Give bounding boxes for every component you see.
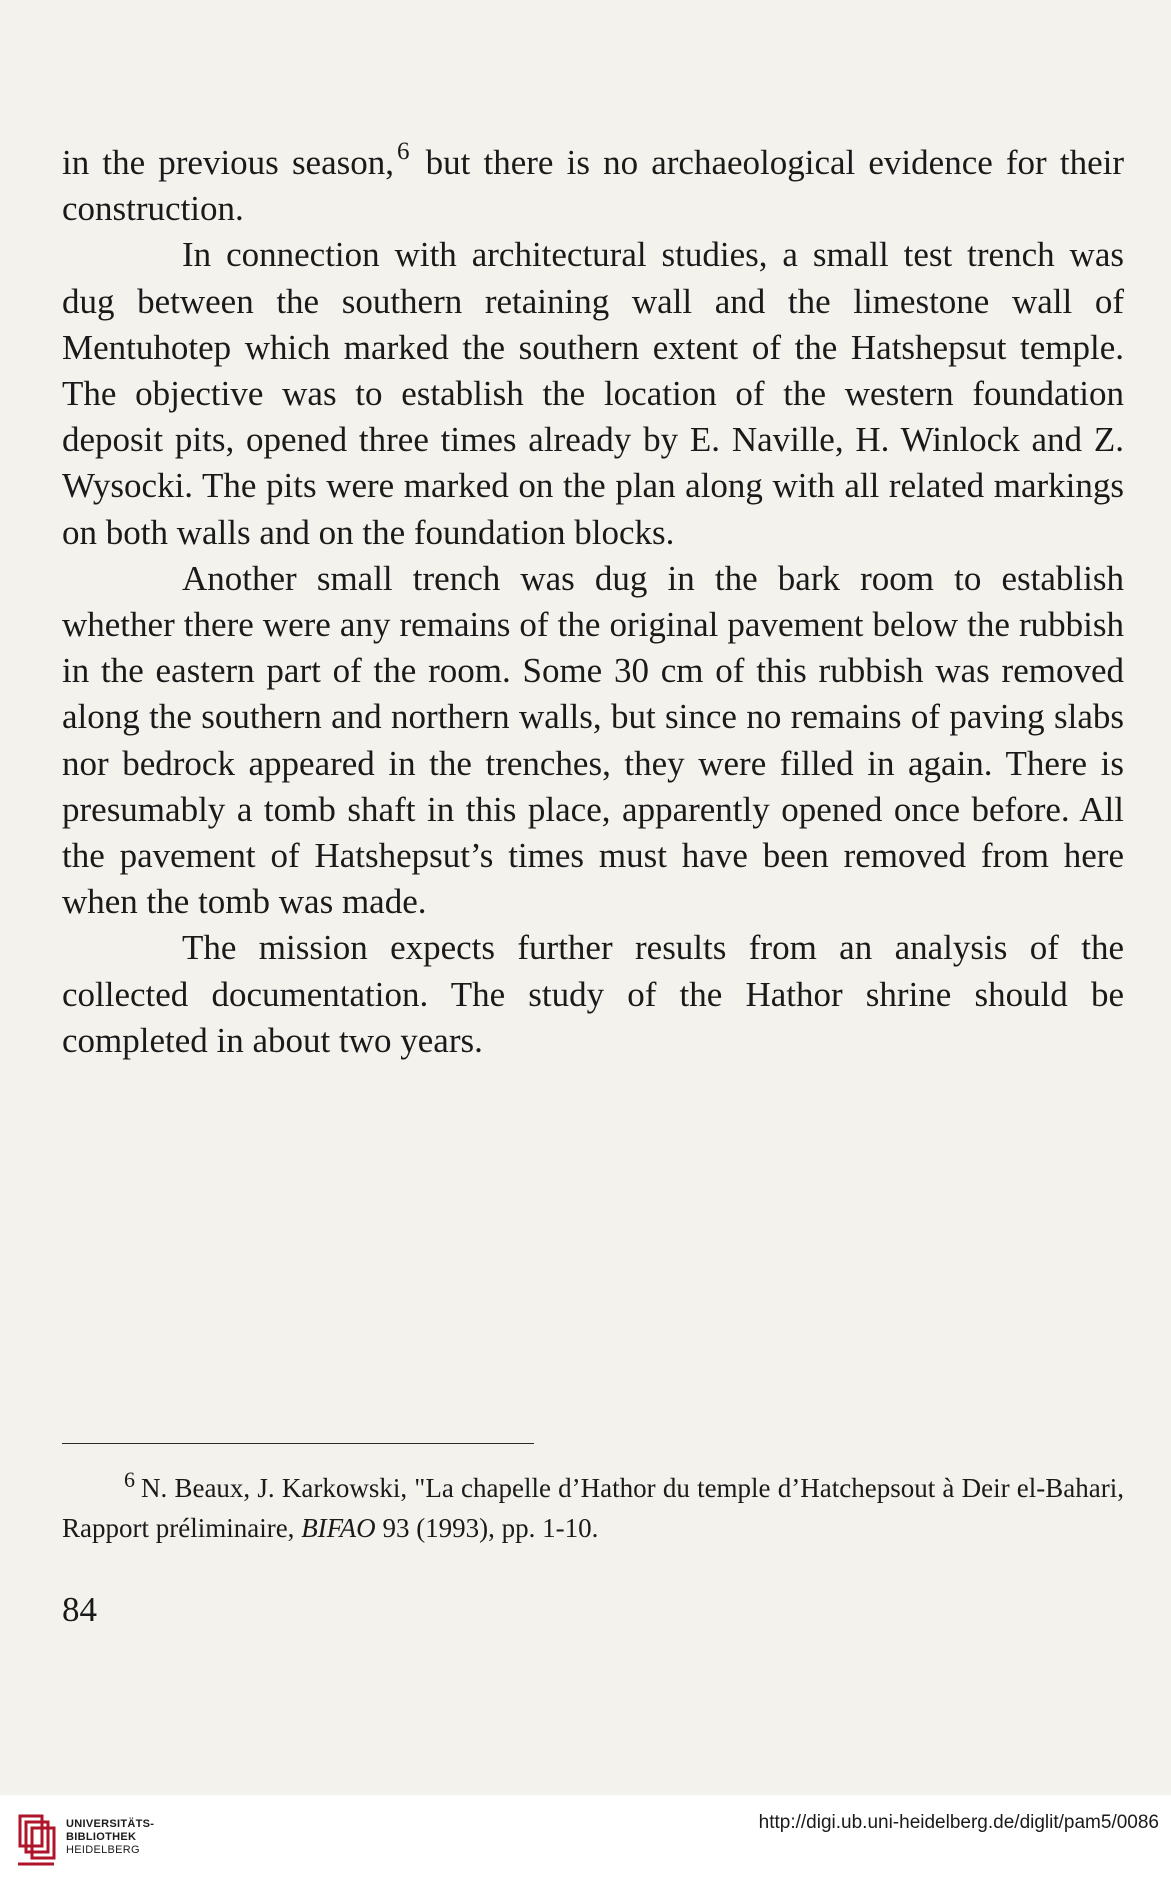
paragraph-2: In connection with architectural studies, a small test trench was dug between the southern retaining wall and the limestone wall of Mentuhotep which marked the southern extent of the Hatshepsut temple. The objective was to establish the location of the western foundation deposit pits, opened three times already by E. Naville, H. Winlock and Z. Wysocki. The pits were marked on the plan along with all related markings on both walls and on the foundation blocks. <box>62 235 1124 552</box>
footnote-text-b: 93 (1993), pp. 1-10. <box>375 1513 599 1543</box>
body-text <box>62 140 1124 1064</box>
footnote-mark: 6 <box>124 1467 135 1492</box>
viewer-footer <box>0 1795 1171 1885</box>
paragraph-1 <box>62 140 1124 232</box>
library-logo-icon <box>14 1812 58 1868</box>
library-name-line3: HEIDELBERG <box>66 1844 140 1856</box>
page-number: 84 <box>62 1590 97 1629</box>
library-name <box>66 1818 154 1857</box>
footnote-journal: BIFAO <box>301 1513 376 1543</box>
footnote <box>62 1468 1124 1548</box>
paragraph-1-text-a: in the previous season, <box>62 143 394 182</box>
footnote-divider <box>62 1443 534 1444</box>
library-name-line2: BIBLIOTHEK <box>66 1831 137 1843</box>
paragraph-3: Another small trench was dug in the bark room to establish whether there were any remains of the original pavement below the rubbish in the eastern part of the room. Some 30 cm of this rubbish was removed along the southern and northern walls, but since no remains of paving slabs nor bedrock appeared in the trenches, they were filled in again. There is presumably a tomb shaft in this place, apparently opened once before. All the pavement of Hatshepsut’s times must have been removed from here when the tomb was made. <box>62 558 1124 922</box>
source-url-link[interactable]: http://digi.ub.uni-heidelberg.de/diglit/pam5/0086 <box>758 1812 1159 1833</box>
paragraph-4: The mission expects further results from an analysis of the collected documentation. The study of the Hathor shrine should be completed in about two years. <box>62 928 1124 1060</box>
paragraph-1-text-b: but there is no archaeological evidence for their construction. <box>62 143 1124 229</box>
library-logo[interactable] <box>14 1812 174 1868</box>
library-name-line1: UNIVERSITÄTS- <box>66 1818 155 1830</box>
footnote-text-a: N. Beaux, J. Karkowski, "La chapelle d’Hathor du temple d’Hatchepsout à Deir el-Bahari, Rapport préliminaire, <box>62 1473 1124 1543</box>
footnote-reference[interactable]: 6 <box>397 138 410 165</box>
